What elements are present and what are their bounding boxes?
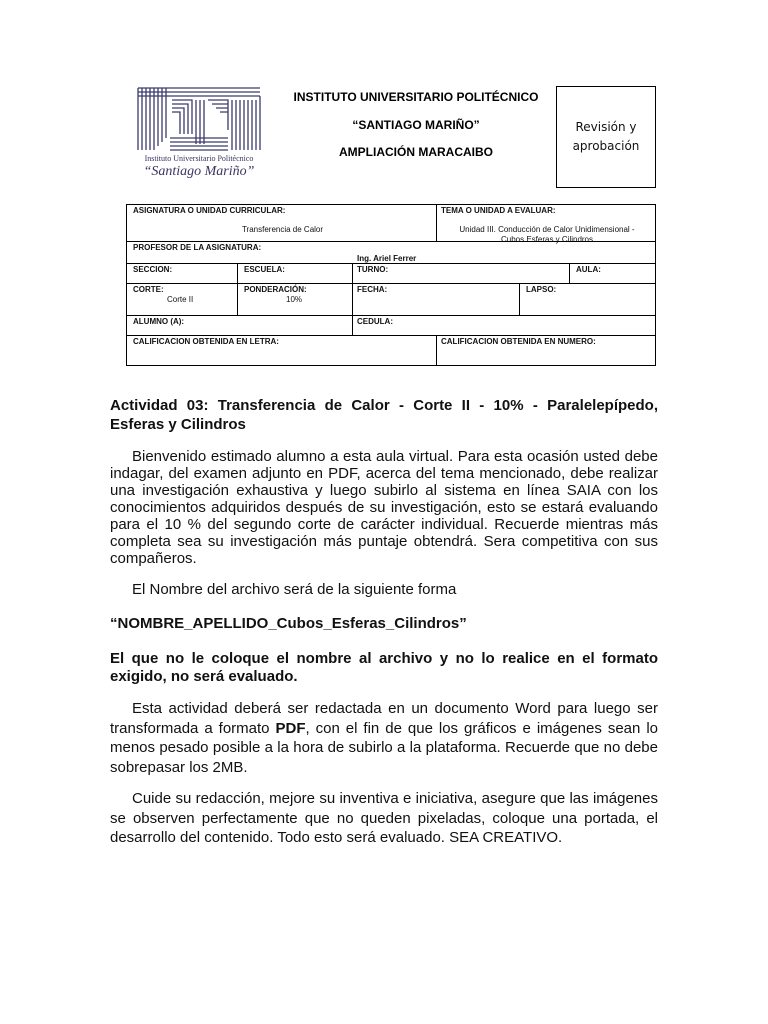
field-calificacion-letra [126, 335, 437, 366]
field-seccion [126, 263, 238, 284]
asignatura-value: Transferencia de Calor [241, 225, 324, 234]
field-tema [436, 204, 656, 242]
tema-value-line-1: Unidad III. Conducción de Calor Unidimensional - [459, 225, 635, 234]
calificacion-numero-label: CALIFICACION OBTENIDA EN NUMERO: [441, 337, 596, 346]
review-line-2: aprobación [572, 139, 640, 153]
cedula-label: CEDULA: [357, 317, 393, 326]
profesor-value: Ing. Ariel Ferrer [357, 254, 417, 263]
calificacion-letra-label: CALIFICACION OBTENIDA EN LETRA: [133, 337, 279, 346]
activity-title: Actividad 03: Transferencia de Calor - Corte II - 10% - Paralelepípedo, Esferas y Cilindros [110, 397, 658, 433]
evaluation-form-table [126, 204, 656, 366]
field-aula [569, 263, 656, 284]
ponderacion-label: PONDERACIÓN: [244, 285, 307, 294]
format-warning: El que no le coloque el nombre al archivo y no lo realice en el formato exigido, no será evaluado. [110, 650, 658, 685]
tema-value-line-2: Cubos Esferas y Cilindros [500, 235, 594, 244]
profesor-label: PROFESOR DE LA ASIGNATURA: [133, 243, 262, 252]
field-alumno [126, 315, 353, 336]
asignatura-label: ASIGNATURA O UNIDAD CURRICULAR: [133, 206, 286, 215]
logo-graphic [132, 84, 266, 154]
ponderacion-value: 10% [286, 295, 303, 304]
closing-paragraph: Cuide su redacción, mejore su inventiva e iniciativa, asegure que las imágenes se observen perfectamente que no queden pixeladas, coloque una portada, el desarrollo del contenido. Todo esto será evaluado. SEA CREATIVO. [110, 790, 658, 846]
field-fecha [352, 283, 520, 316]
corte-label: CORTE: [133, 285, 164, 294]
format-paragraph [110, 699, 658, 777]
tema-label: TEMA O UNIDAD A EVALUAR: [441, 206, 556, 215]
campus-name: AMPLIACIÓN MARACAIBO [339, 145, 493, 159]
corte-value: Corte II [167, 295, 194, 304]
field-turno [352, 263, 570, 284]
field-escuela [237, 263, 353, 284]
aula-label: AULA: [576, 265, 601, 274]
review-line-1: Revisión y [575, 120, 637, 134]
intro-paragraph: Bienvenido estimado alumno a esta aula virtual. Para esta ocasión usted debe indagar, del examen adjunto en PDF, acerca del tema mencionado, debe realizar una investigación exhaustiva y luego subirlo al sistema en línea SAIA con los conocimientos adquiridos después de su investigación, esto se estará evaluando para el 10 % del segundo corte de carácter individual. Recuerde mientras más completa sea su investigación más puntaje obtendrá. Sera competitiva con sus compañeros. [110, 448, 658, 567]
format-paragraph-part-1: Esta actividad deberá ser redactada en un documento Word para luego ser transformada a formato [110, 700, 658, 737]
format-paragraph-pdf: PDF [275, 719, 306, 737]
review-approval-box [556, 86, 656, 188]
institution-logo [132, 84, 266, 188]
filename-instruction: El Nombre del archivo será de la siguiente forma [132, 581, 457, 598]
field-ponderacion [237, 283, 353, 316]
field-cedula [352, 315, 656, 336]
filename-format: “NOMBRE_APELLIDO_Cubos_Esferas_Cilindros” [110, 615, 467, 632]
field-profesor [126, 241, 656, 264]
logo-caption-name: “Santiago Mariño” [143, 164, 255, 179]
institution-name: “SANTIAGO MARIÑO” [352, 118, 480, 132]
alumno-label: ALUMNO (A): [133, 317, 185, 326]
turno-label: TURNO: [357, 265, 389, 274]
escuela-label: ESCUELA: [244, 265, 285, 274]
seccion-label: SECCION: [133, 265, 173, 274]
fecha-label: FECHA: [357, 285, 388, 294]
field-lapso [519, 283, 656, 316]
logo-caption-institution: Instituto Universitario Politécnico [144, 154, 254, 163]
lapso-label: LAPSO: [526, 285, 557, 294]
field-asignatura [126, 204, 437, 242]
institution-title: INSTITUTO UNIVERSITARIO POLITÉCNICO [293, 90, 539, 104]
field-corte [126, 283, 238, 316]
field-calificacion-numero [436, 335, 656, 366]
format-paragraph-part-2: , con el fin de que los gráficos e imágenes sean lo menos pesado posible a la hora de subirlo a la plataforma. Recuerde que no debe sobrepasar los 2MB. [110, 719, 659, 776]
